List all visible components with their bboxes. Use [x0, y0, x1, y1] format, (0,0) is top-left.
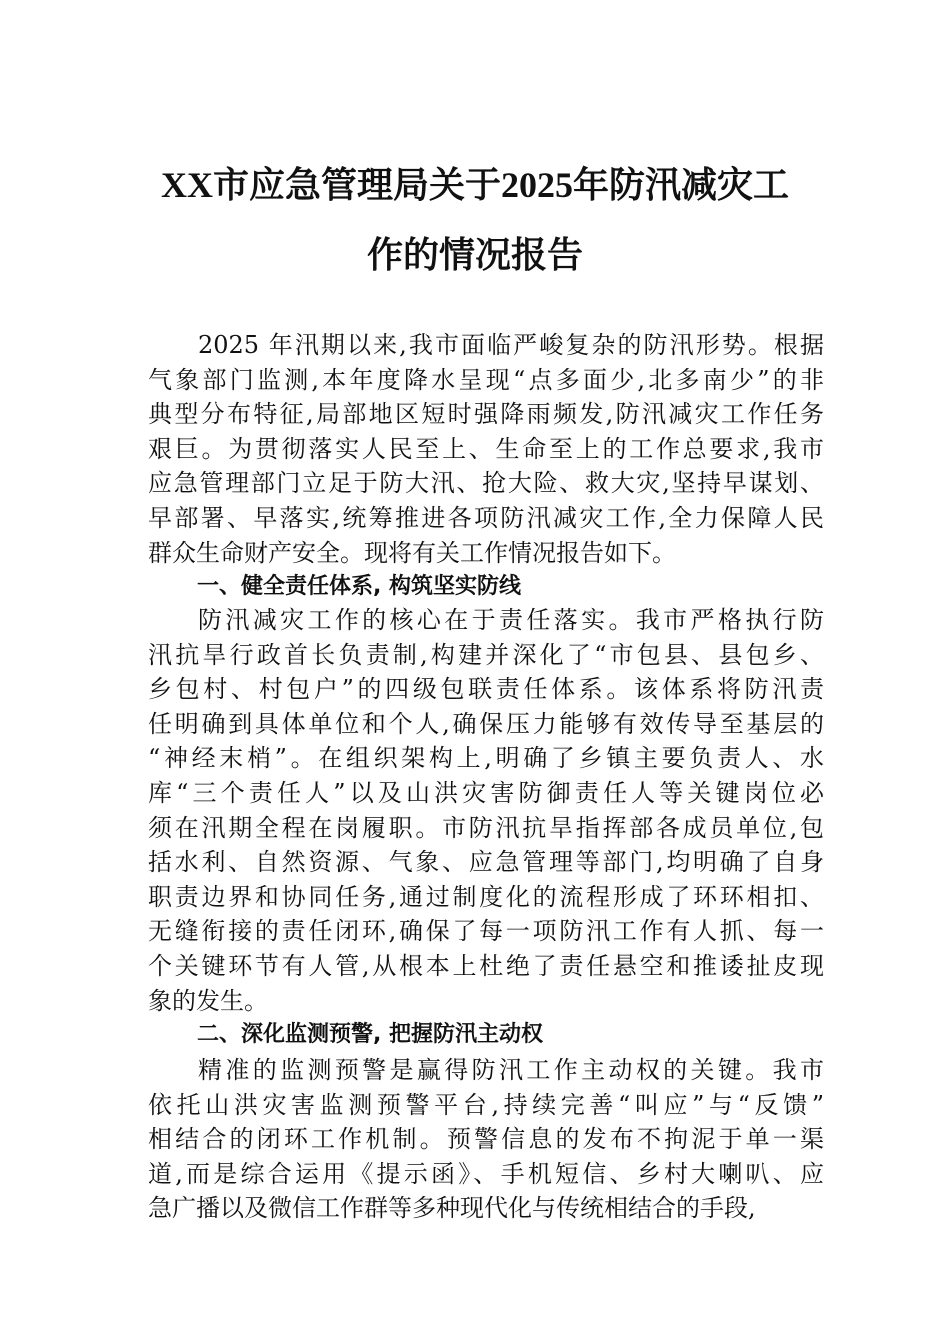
paragraph-line: 2025 年汛期以来,我市面临严峻复杂的防汛形势。根据 [198, 331, 824, 359]
paragraph-line: 应急管理部门立足于防大汛、抢大险、救大灾,坚持早谋划、 [148, 469, 824, 498]
paragraph-line: 道,而是综合运用《提示函》、手机短信、乡村大喇叭、应 [148, 1159, 824, 1188]
paragraph-line: 早部署、早落实,统筹推进各项防汛减灾工作,全力保障人民 [148, 503, 824, 532]
paragraph-line: 括水利、自然资源、气象、应急管理等部门,均明确了自身 [148, 848, 824, 877]
paragraph-line: 任明确到具体单位和个人,确保压力能够有效传导至基层的 [148, 709, 824, 738]
paragraph-line: 典型分布特征,局部地区短时强降雨频发,防汛减灾工作任务 [148, 400, 824, 429]
title-line-1: XX市应急管理局关于2025年防汛减灾工 [161, 165, 789, 205]
paragraph-line: 防汛减灾工作的核心在于责任落实。我市严格执行防 [198, 606, 824, 634]
paragraph-line: 库“三个责任人”以及山洪灾害防御责任人等关键岗位必 [148, 778, 824, 807]
paragraph-line: “神经末梢”。在组织架构上,明确了乡镇主要负责人、水 [148, 744, 824, 773]
paragraph-line: 艰巨。为贯彻落实人民至上、生命至上的工作总要求,我市 [148, 434, 824, 463]
paragraph-line: 个关键环节有人管,从根本上杜绝了责任悬空和推诿扯皮现 [148, 951, 824, 980]
paragraph-line: 乡包村、村包户”的四级包联责任体系。该体系将防汛责 [148, 675, 824, 704]
section-1-paragraph [148, 603, 824, 1018]
paragraph-line: 精准的监测预警是赢得防汛工作主动权的关键。我市 [198, 1056, 824, 1084]
section-2-heading: 二、深化监测预警, 把握防汛主动权 [197, 1022, 544, 1047]
paragraph-line: 群众生命财产安全。现将有关工作情况报告如下。 [148, 538, 676, 567]
document-title [0, 150, 950, 290]
title-line-2: 作的情况报告 [366, 235, 583, 275]
paragraph-line: 气象部门监测,本年度降水呈现“点多面少,北多南少”的非 [148, 365, 824, 394]
paragraph-line: 象的发生。 [148, 986, 268, 1015]
section-1-heading: 一、健全责任体系, 构筑坚实防线 [197, 574, 522, 599]
paragraph-line: 急广播以及微信工作群等多种现代化与传统相结合的手段, [148, 1194, 756, 1223]
paragraph-line: 职责边界和协同任务,通过制度化的流程形成了环环相扣、 [148, 882, 824, 911]
paragraph-line: 须在汛期全程在岗履职。市防汛抗旱指挥部各成员单位,包 [148, 813, 824, 842]
paragraph-line: 无缝衔接的责任闭环,确保了每一项防汛工作有人抓、每一 [148, 917, 824, 946]
section-2-paragraph [148, 1053, 824, 1226]
paragraph-line: 相结合的闭环工作机制。预警信息的发布不拘泥于单一渠 [148, 1125, 824, 1154]
paragraph-line: 汛抗旱行政首长负责制,构建并深化了“市包县、县包乡、 [148, 640, 824, 669]
paragraph-line: 依托山洪灾害监测预警平台,持续完善“叫应”与“反馈” [148, 1090, 824, 1119]
intro-paragraph [148, 328, 824, 570]
